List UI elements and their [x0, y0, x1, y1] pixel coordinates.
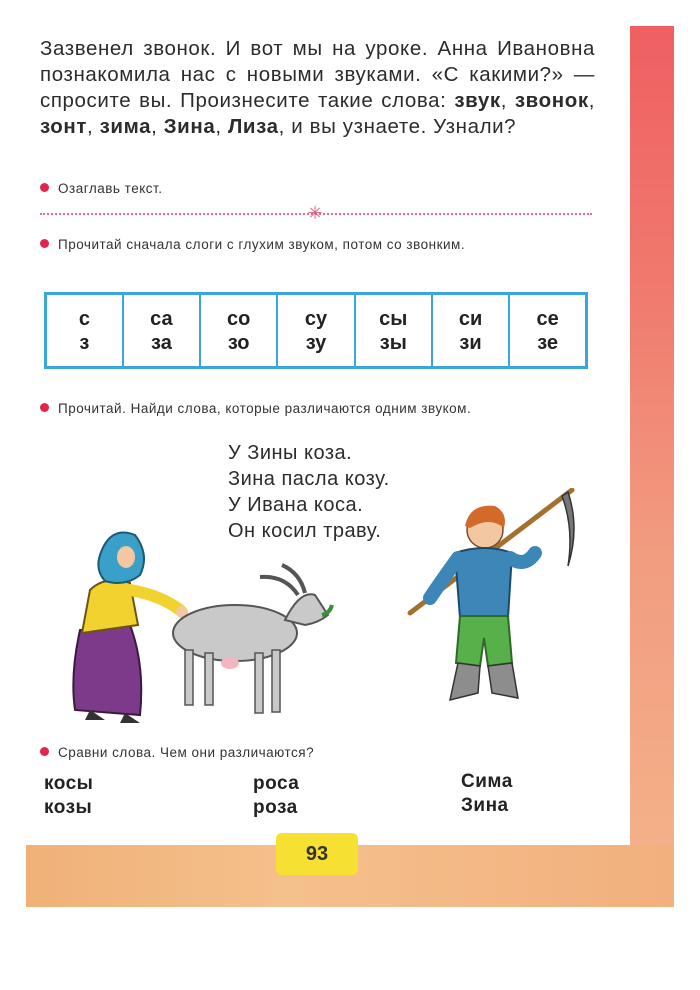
pair-word: Сима: [461, 771, 513, 792]
syllable-cell: [200, 294, 277, 368]
word-pair: [253, 772, 299, 820]
example-word: звонок: [514, 89, 589, 112]
separator: ,: [500, 89, 515, 112]
example-word: Зина: [163, 115, 216, 138]
pair-word: роза: [253, 797, 298, 818]
intro-paragraph: [40, 36, 595, 140]
separator: ,: [588, 89, 595, 112]
decorative-side-band: [630, 26, 674, 906]
task-label: Прочитай сначала слоги с глухим звуком, потом со звонким.: [58, 237, 466, 252]
example-word: зонт: [40, 115, 88, 138]
syllable-cell: [355, 294, 432, 368]
syllable: сы: [379, 307, 408, 330]
pair-word: косы: [44, 773, 94, 794]
poem-line: Зина пасла козу.: [228, 468, 390, 490]
syllable-cell: [432, 294, 509, 368]
syllable-cell: [509, 294, 586, 368]
example-word: зима: [99, 115, 152, 138]
syllable-cell: [46, 294, 123, 368]
syllable: са: [150, 307, 173, 330]
task-label: Прочитай. Найди слова, которые различаются одним звуком.: [58, 401, 472, 416]
syllable: зе: [537, 331, 558, 354]
syllable-table: [44, 292, 588, 369]
girl-with-goat-illustration: [60, 515, 340, 725]
syllable: зу: [305, 331, 327, 354]
syllable-cell: [277, 294, 354, 368]
word-pair: [44, 772, 93, 820]
separator: ,: [151, 115, 164, 138]
syllable: со: [227, 307, 251, 330]
bullet-icon: [40, 403, 49, 412]
task-label: Сравни слова. Чем они различаются?: [58, 745, 315, 760]
intro-text-end: , и вы узнаете. Узнали?: [278, 115, 517, 138]
bullet-icon: [40, 239, 49, 248]
example-word: Лиза: [227, 115, 279, 138]
pair-word: роса: [253, 773, 300, 794]
syllable: с: [78, 307, 90, 330]
poem-line: У Ивана коса.: [228, 494, 364, 516]
intro-text: Зазвенел звонок. И вот мы на уроке. Анна Ивановна познакомила нас с новыми звуками. «С какими?» — спросите вы. Произнесите такие слова:: [40, 37, 595, 112]
syllable: се: [536, 307, 559, 330]
boy-with-scythe-illustration: [400, 488, 590, 718]
word-pair: [461, 770, 513, 818]
syllable: су: [304, 307, 328, 330]
syllable: з: [79, 331, 90, 354]
pair-word: козы: [44, 797, 93, 818]
syllable: зы: [379, 331, 407, 354]
poem-line: У Зины коза.: [228, 442, 353, 464]
syllable: си: [458, 307, 483, 330]
task-syllables: [40, 236, 592, 253]
bullet-icon: [40, 747, 49, 756]
separator: ,: [87, 115, 100, 138]
separator: ,: [215, 115, 228, 138]
task-compare: [40, 744, 314, 761]
task-title-text: [40, 180, 162, 197]
syllable: зо: [227, 331, 250, 354]
poem-line: Он косил траву.: [228, 520, 382, 542]
task-reading: [40, 400, 592, 417]
page-number: 93: [276, 833, 358, 875]
task-label: Озаглавь текст.: [58, 181, 163, 196]
syllable-cell: [123, 294, 200, 368]
bullet-icon: [40, 183, 49, 192]
syllable: за: [151, 331, 172, 354]
syllable: зи: [459, 331, 482, 354]
pair-word: Зина: [461, 795, 509, 816]
star-icon: ✳: [307, 203, 323, 223]
example-word: звук: [454, 89, 501, 112]
